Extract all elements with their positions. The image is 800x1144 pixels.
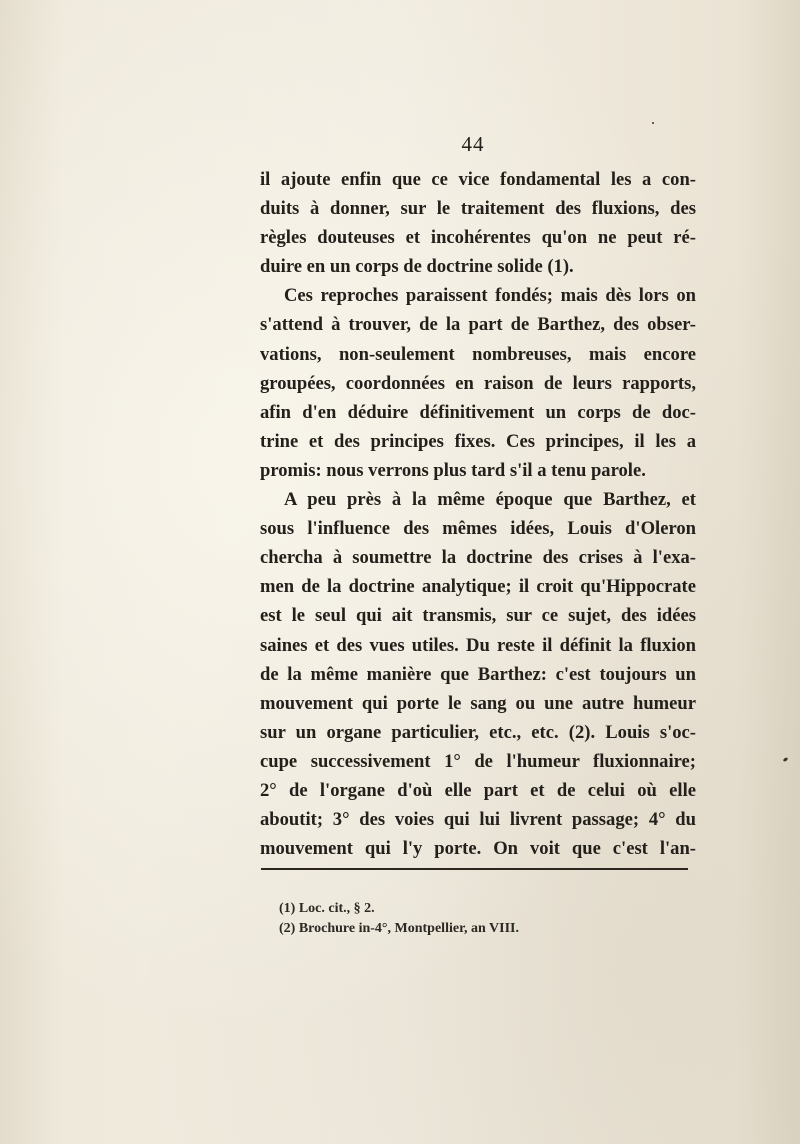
text-line: 2° de l'organe d'où elle part et de celui où elle — [260, 779, 696, 801]
body-text — [260, 165, 696, 863]
text-line: il ajoute enfin que ce vice fondamental les a con- — [260, 169, 696, 190]
text-line: A peu près à la même époque que Barthez, et — [284, 489, 696, 511]
text-line: Ces reproches paraissent fondés; mais dès lors on — [284, 285, 696, 307]
text-line: aboutit; 3° des voies qui lui livrent passage; 4° du — [260, 809, 696, 831]
text-line: de la même manière que Barthez: c'est toujours un — [260, 663, 696, 685]
text-line: trine et des principes fixes. Ces principes, il les a — [260, 430, 696, 452]
text-line: promis: nous verrons plus tard s'il a tenu parole. — [260, 459, 646, 481]
text-line: vations, non-seulement nombreuses, mais encore — [260, 343, 696, 365]
text-line: duire en un corps de doctrine solide (1). — [260, 256, 574, 278]
footnote-rule — [261, 868, 688, 870]
footnotes — [279, 899, 639, 939]
text-line: chercha à soumettre la doctrine des crises à l'exa- — [260, 547, 696, 569]
text-line: sur un organe particulier, etc., etc. (2). Louis s'oc- — [260, 721, 696, 743]
page-number: 44 — [461, 132, 485, 156]
text-line: cupe successivement 1° de l'humeur fluxionnaire; — [260, 750, 696, 772]
text-line: duits à donner, sur le traitement des fluxions, des — [260, 198, 696, 220]
text-line: mouvement qui porte le sang ou une autre humeur — [260, 692, 696, 714]
text-line: est le seul qui ait transmis, sur ce sujet, des idées — [260, 605, 696, 627]
text-line: sous l'influence des mêmes idées, Louis d'Oleron — [260, 518, 696, 540]
text-line: règles douteuses et incohérentes qu'on ne peut ré- — [260, 227, 696, 249]
text-line: groupées, coordonnées en raison de leurs rapports, — [260, 372, 696, 394]
footnote-1: (1) Loc. cit., § 2. — [279, 901, 375, 916]
ink-speck — [783, 757, 789, 762]
footnote-2: (2) Brochure in-4°, Montpellier, an VIII. — [279, 921, 519, 936]
text-line: mouvement qui l'y porte. On voit que c'est l'an- — [260, 838, 696, 860]
ink-speck — [652, 122, 654, 124]
text-line: men de la doctrine analytique; il croit qu'Hippocrate — [260, 576, 696, 598]
text-line: saines et des vues utiles. Du reste il définit la fluxion — [260, 634, 696, 656]
text-line: afin d'en déduire définitivement un corps de doc- — [260, 401, 696, 423]
text-line: s'attend à trouver, de la part de Barthez, des obser- — [260, 314, 696, 336]
